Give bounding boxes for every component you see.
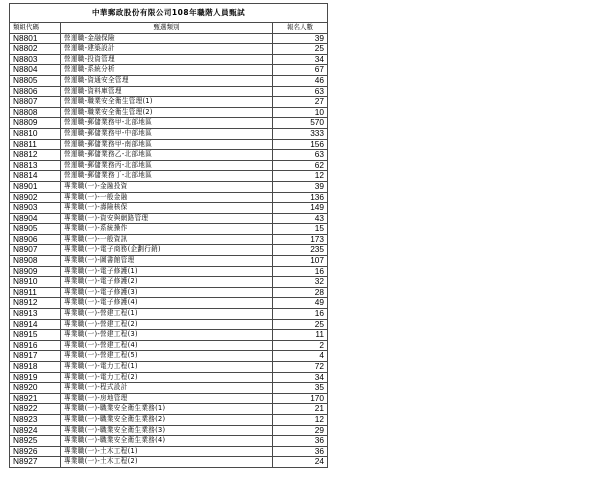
category-cell: 營運職-資通安全管理 bbox=[61, 75, 273, 86]
category-cell: 專業職(一)-職業安全衛生業務(2) bbox=[61, 414, 273, 425]
table-row bbox=[10, 203, 328, 214]
category-cell: 專業職(一)-營建工程(3) bbox=[61, 330, 273, 341]
count-cell: 173 bbox=[273, 234, 328, 245]
code-cell: N8914 bbox=[10, 319, 61, 330]
code-cell: N8925 bbox=[10, 436, 61, 447]
category-cell: 營運職-郵儲業務甲-北部地區 bbox=[61, 118, 273, 129]
code-cell: N8904 bbox=[10, 213, 61, 224]
category-cell: 專業職(一)-電子修護(2) bbox=[61, 277, 273, 288]
code-cell: N8922 bbox=[10, 404, 61, 415]
category-cell: 專業職(一)-金融投資 bbox=[61, 181, 273, 192]
count-cell: 27 bbox=[273, 97, 328, 108]
table-row bbox=[10, 171, 328, 182]
table-row bbox=[10, 107, 328, 118]
count-cell: 67 bbox=[273, 65, 328, 76]
count-cell: 28 bbox=[273, 287, 328, 298]
code-cell: N8906 bbox=[10, 234, 61, 245]
table-row bbox=[10, 160, 328, 171]
count-cell: 62 bbox=[273, 160, 328, 171]
code-cell: N8912 bbox=[10, 298, 61, 309]
count-cell: 2 bbox=[273, 340, 328, 351]
count-cell: 49 bbox=[273, 298, 328, 309]
category-cell: 專業職(一)-房地管理 bbox=[61, 393, 273, 404]
table-row bbox=[10, 436, 328, 447]
count-cell: 25 bbox=[273, 319, 328, 330]
code-cell: N8805 bbox=[10, 75, 61, 86]
category-cell: 專業職(一)-土木工程(1) bbox=[61, 446, 273, 457]
category-cell: 營運職-資料庫管理 bbox=[61, 86, 273, 97]
code-cell: N8918 bbox=[10, 362, 61, 373]
code-cell: N8921 bbox=[10, 393, 61, 404]
count-cell: 36 bbox=[273, 436, 328, 447]
code-cell: N8924 bbox=[10, 425, 61, 436]
category-cell: 營運職-郵儲業務乙-北部地區 bbox=[61, 150, 273, 161]
table-row bbox=[10, 287, 328, 298]
code-cell: N8813 bbox=[10, 160, 61, 171]
table-row bbox=[10, 65, 328, 76]
count-cell: 34 bbox=[273, 54, 328, 65]
category-cell: 專業職(一)-電子修護(1) bbox=[61, 266, 273, 277]
code-cell: N8910 bbox=[10, 277, 61, 288]
count-cell: 12 bbox=[273, 414, 328, 425]
category-cell: 專業職(一)-營建工程(5) bbox=[61, 351, 273, 362]
category-cell: 專業職(一)-系統操作 bbox=[61, 224, 273, 235]
table-row bbox=[10, 266, 328, 277]
registration-table bbox=[9, 3, 328, 468]
count-cell: 72 bbox=[273, 362, 328, 373]
category-cell: 專業職(一)-營建工程(1) bbox=[61, 309, 273, 320]
table-body bbox=[10, 33, 328, 467]
count-cell: 170 bbox=[273, 393, 328, 404]
code-cell: N8920 bbox=[10, 383, 61, 394]
category-cell: 專業職(一)-土木工程(2) bbox=[61, 457, 273, 468]
table-row bbox=[10, 245, 328, 256]
header-row bbox=[10, 23, 328, 34]
code-cell: N8917 bbox=[10, 351, 61, 362]
code-cell: N8804 bbox=[10, 65, 61, 76]
table-row bbox=[10, 457, 328, 468]
count-cell: 11 bbox=[273, 330, 328, 341]
code-cell: N8902 bbox=[10, 192, 61, 203]
category-cell: 營運職-投資管理 bbox=[61, 54, 273, 65]
category-cell: 專業職(一)-職業安全衛生業務(1) bbox=[61, 404, 273, 415]
table-row bbox=[10, 330, 328, 341]
table-row bbox=[10, 404, 328, 415]
count-cell: 39 bbox=[273, 181, 328, 192]
count-cell: 36 bbox=[273, 446, 328, 457]
code-cell: N8802 bbox=[10, 44, 61, 55]
count-cell: 16 bbox=[273, 266, 328, 277]
code-cell: N8808 bbox=[10, 107, 61, 118]
table-row bbox=[10, 256, 328, 267]
code-cell: N8901 bbox=[10, 181, 61, 192]
category-cell: 專業職(一)-一般金融 bbox=[61, 192, 273, 203]
table-title: 中華郵政股份有限公司108年職階人員甄試 bbox=[10, 4, 328, 23]
header-count: 報名人數 bbox=[273, 23, 328, 34]
category-cell: 營運職-職業安全衛生管理(1) bbox=[61, 97, 273, 108]
code-cell: N8911 bbox=[10, 287, 61, 298]
table-row bbox=[10, 340, 328, 351]
table-row bbox=[10, 75, 328, 86]
count-cell: 43 bbox=[273, 213, 328, 224]
code-cell: N8919 bbox=[10, 372, 61, 383]
code-cell: N8915 bbox=[10, 330, 61, 341]
table-row bbox=[10, 372, 328, 383]
category-cell: 專業職(一)-營建工程(2) bbox=[61, 319, 273, 330]
code-cell: N8903 bbox=[10, 203, 61, 214]
count-cell: 12 bbox=[273, 171, 328, 182]
table-row bbox=[10, 213, 328, 224]
count-cell: 10 bbox=[273, 107, 328, 118]
table-row bbox=[10, 44, 328, 55]
count-cell: 570 bbox=[273, 118, 328, 129]
table-row bbox=[10, 319, 328, 330]
count-cell: 63 bbox=[273, 150, 328, 161]
table-row bbox=[10, 128, 328, 139]
table-row bbox=[10, 139, 328, 150]
category-cell: 營運職-郵儲業務丙-北部地區 bbox=[61, 160, 273, 171]
code-cell: N8927 bbox=[10, 457, 61, 468]
count-cell: 156 bbox=[273, 139, 328, 150]
count-cell: 34 bbox=[273, 372, 328, 383]
category-cell: 專業職(一)-一般資訊 bbox=[61, 234, 273, 245]
count-cell: 149 bbox=[273, 203, 328, 214]
category-cell: 專業職(一)-電子商務(企劃行銷) bbox=[61, 245, 273, 256]
count-cell: 21 bbox=[273, 404, 328, 415]
count-cell: 35 bbox=[273, 383, 328, 394]
category-cell: 專業職(一)-電子修護(3) bbox=[61, 287, 273, 298]
table-row bbox=[10, 309, 328, 320]
category-cell: 營運職-郵儲業務甲-南部地區 bbox=[61, 139, 273, 150]
category-cell: 專業職(一)-圖書館管理 bbox=[61, 256, 273, 267]
count-cell: 107 bbox=[273, 256, 328, 267]
category-cell: 專業職(一)-程式設計 bbox=[61, 383, 273, 394]
table-row bbox=[10, 54, 328, 65]
category-cell: 專業職(一)-資安與網路管理 bbox=[61, 213, 273, 224]
count-cell: 16 bbox=[273, 309, 328, 320]
table-row bbox=[10, 234, 328, 245]
code-cell: N8807 bbox=[10, 97, 61, 108]
header-code: 類組代碼 bbox=[10, 23, 61, 34]
code-cell: N8913 bbox=[10, 309, 61, 320]
code-cell: N8909 bbox=[10, 266, 61, 277]
count-cell: 235 bbox=[273, 245, 328, 256]
count-cell: 39 bbox=[273, 33, 328, 44]
category-cell: 營運職-職業安全衛生管理(2) bbox=[61, 107, 273, 118]
category-cell: 營運職-郵儲業務丁-北部地區 bbox=[61, 171, 273, 182]
category-cell: 專業職(一)-壽險核保 bbox=[61, 203, 273, 214]
count-cell: 29 bbox=[273, 425, 328, 436]
table-row bbox=[10, 277, 328, 288]
count-cell: 15 bbox=[273, 224, 328, 235]
table-row bbox=[10, 425, 328, 436]
table-row bbox=[10, 33, 328, 44]
code-cell: N8908 bbox=[10, 256, 61, 267]
category-cell: 專業職(一)-電力工程(2) bbox=[61, 372, 273, 383]
code-cell: N8814 bbox=[10, 171, 61, 182]
table-row bbox=[10, 86, 328, 97]
table-row bbox=[10, 192, 328, 203]
count-cell: 333 bbox=[273, 128, 328, 139]
table-row bbox=[10, 224, 328, 235]
category-cell: 營運職-系統分析 bbox=[61, 65, 273, 76]
category-cell: 專業職(一)-營建工程(4) bbox=[61, 340, 273, 351]
count-cell: 32 bbox=[273, 277, 328, 288]
table-row bbox=[10, 362, 328, 373]
count-cell: 136 bbox=[273, 192, 328, 203]
code-cell: N8926 bbox=[10, 446, 61, 457]
table-row bbox=[10, 118, 328, 129]
category-cell: 營運職-金融保險 bbox=[61, 33, 273, 44]
code-cell: N8916 bbox=[10, 340, 61, 351]
code-cell: N8812 bbox=[10, 150, 61, 161]
table-row bbox=[10, 150, 328, 161]
code-cell: N8907 bbox=[10, 245, 61, 256]
category-cell: 專業職(一)-電力工程(1) bbox=[61, 362, 273, 373]
category-cell: 專業職(一)-職業安全衛生業務(3) bbox=[61, 425, 273, 436]
count-cell: 63 bbox=[273, 86, 328, 97]
code-cell: N8803 bbox=[10, 54, 61, 65]
category-cell: 營運職-建築設計 bbox=[61, 44, 273, 55]
table-row bbox=[10, 298, 328, 309]
code-cell: N8811 bbox=[10, 139, 61, 150]
table-row bbox=[10, 446, 328, 457]
code-cell: N8923 bbox=[10, 414, 61, 425]
table-row bbox=[10, 97, 328, 108]
code-cell: N8801 bbox=[10, 33, 61, 44]
code-cell: N8809 bbox=[10, 118, 61, 129]
header-category: 甄選類別 bbox=[61, 23, 273, 34]
table-row bbox=[10, 414, 328, 425]
category-cell: 營運職-郵儲業務甲-中部地區 bbox=[61, 128, 273, 139]
table-row bbox=[10, 181, 328, 192]
title-row bbox=[10, 4, 328, 23]
table-row bbox=[10, 393, 328, 404]
count-cell: 25 bbox=[273, 44, 328, 55]
table-row bbox=[10, 351, 328, 362]
category-cell: 專業職(一)-電子修護(4) bbox=[61, 298, 273, 309]
count-cell: 24 bbox=[273, 457, 328, 468]
count-cell: 4 bbox=[273, 351, 328, 362]
code-cell: N8905 bbox=[10, 224, 61, 235]
code-cell: N8806 bbox=[10, 86, 61, 97]
table-row bbox=[10, 383, 328, 394]
count-cell: 46 bbox=[273, 75, 328, 86]
code-cell: N8810 bbox=[10, 128, 61, 139]
category-cell: 專業職(一)-職業安全衛生業務(4) bbox=[61, 436, 273, 447]
